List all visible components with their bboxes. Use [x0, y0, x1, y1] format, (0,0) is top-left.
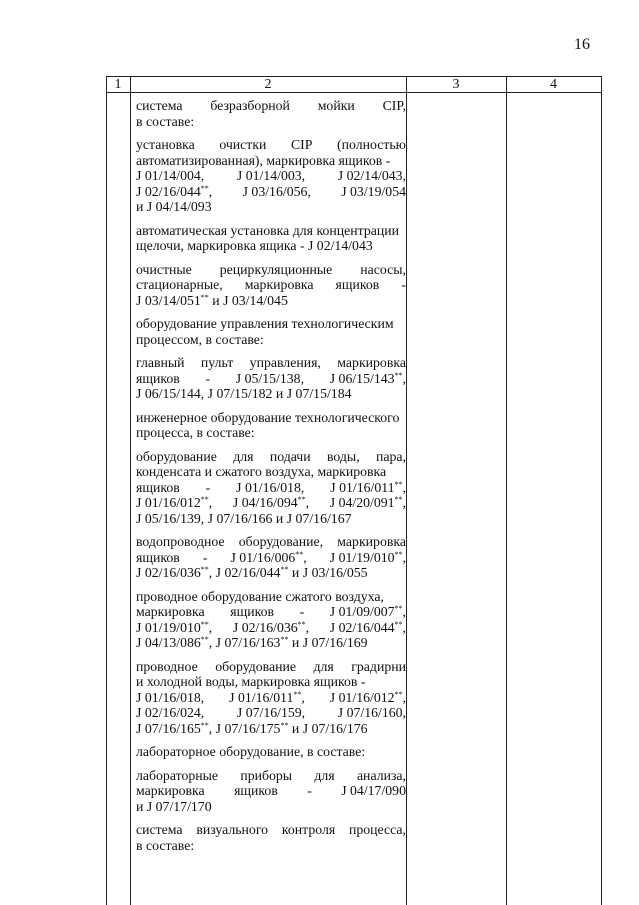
text-segment: J 02/14/043, — [337, 168, 406, 183]
text-segment: анализа, — [356, 767, 406, 783]
text-line — [136, 534, 406, 550]
text-line — [136, 449, 406, 465]
text-segment: J 01/16/011**, — [330, 479, 406, 495]
text-line: J 06/15/144, J 07/15/182 и J 07/15/184 — [136, 386, 352, 401]
text-line — [136, 184, 406, 200]
text-segment: J 01/14/003, — [236, 168, 306, 183]
text-line — [136, 620, 406, 636]
text-segment: градирни — [351, 658, 406, 674]
text-segment: маркировка — [136, 604, 205, 619]
text-segment: маркировка — [337, 355, 406, 370]
text-segment: J 01/16/018, — [236, 479, 305, 495]
text-segment: J 01/19/010**, — [329, 549, 406, 565]
text-segment: - — [202, 549, 208, 565]
text-segment: очистные — [136, 261, 192, 277]
list-item — [136, 768, 406, 815]
text-segment: J 06/15/143**, — [329, 370, 406, 386]
text-segment: J 02/16/024, — [136, 705, 205, 720]
list-item — [136, 262, 406, 309]
text-line: в составе: — [136, 837, 195, 853]
text-segment: установка — [136, 137, 195, 152]
text-line: процессом, в составе: — [136, 331, 264, 347]
text-line — [136, 659, 406, 675]
text-line: J 04/13/086**, J 07/16/163** и J 07/16/169 — [136, 635, 368, 650]
list-item — [136, 534, 406, 581]
column-header-1: 1 — [114, 77, 122, 92]
text-line: щелочи, маркировка ящика - J 02/14/043 — [136, 238, 373, 253]
text-segment: пара, — [376, 448, 406, 464]
text-segment: система — [136, 98, 183, 113]
text-line — [136, 262, 406, 278]
table-border-left — [106, 76, 107, 905]
text-segment: оборудование — [215, 658, 297, 674]
list-item — [136, 589, 406, 651]
text-segment: J 01/09/007**, — [329, 604, 406, 619]
text-line — [136, 495, 406, 511]
table-border-right — [601, 76, 602, 905]
text-line: оборудование управления технологическим — [136, 316, 394, 331]
column-divider — [130, 76, 131, 905]
list-item — [136, 98, 406, 129]
text-line: проводное оборудование сжатого воздуха, — [136, 588, 384, 604]
page-number: 16 — [574, 36, 590, 53]
text-segment: водопроводное — [136, 534, 225, 549]
column-divider — [406, 76, 407, 905]
text-segment: J 04/17/090 — [341, 783, 406, 798]
text-segment: J 01/16/018, — [136, 689, 205, 705]
text-line — [136, 480, 406, 496]
column-divider — [506, 76, 507, 905]
text-line: J 07/16/165**, J 07/16/175** и J 07/16/176 — [136, 720, 368, 736]
text-segment: процесса, — [348, 822, 406, 837]
text-segment: контроля — [281, 822, 336, 837]
column-header-4: 4 — [550, 77, 557, 92]
text-segment: J 01/16/012**, — [136, 495, 213, 510]
text-line: конденсата и сжатого воздуха, маркировка — [136, 464, 387, 479]
text-segment: для — [313, 658, 334, 674]
text-line — [136, 355, 406, 371]
text-line — [136, 371, 406, 387]
text-line: процесса, в составе: — [136, 425, 255, 440]
text-segment: CIP — [290, 137, 313, 152]
text-line — [136, 137, 406, 153]
text-segment: оборудование, — [238, 534, 324, 549]
column-header-2: 2 — [264, 77, 272, 92]
text-segment: J 07/16/159, — [236, 705, 306, 720]
text-segment: J 02/16/044**, — [136, 183, 213, 199]
text-segment: (полностью — [337, 137, 406, 152]
list-item — [136, 744, 406, 760]
text-segment: стационарные, — [136, 277, 223, 292]
text-segment: насосы, — [360, 261, 406, 277]
text-line: J 02/16/036**, J 02/16/044** и J 03/16/055 — [136, 565, 368, 580]
text-segment: очистки — [219, 137, 267, 152]
text-line — [136, 277, 406, 293]
text-segment: - — [205, 479, 211, 495]
text-segment: главный — [136, 355, 185, 370]
text-segment: - — [205, 370, 211, 386]
text-line: инженерное оборудование технологического — [136, 409, 400, 425]
text-segment: J 01/16/012**, — [329, 689, 406, 705]
text-line: автоматическая установка для концентрации — [136, 222, 399, 238]
column-header-3: 3 — [452, 77, 460, 92]
text-segment: CIP, — [382, 98, 406, 113]
list-item — [136, 822, 406, 853]
text-segment: J 03/16/056, — [242, 183, 311, 199]
text-segment: J 01/19/010**, — [136, 619, 213, 635]
document-table — [106, 76, 602, 905]
text-segment: - — [307, 783, 312, 798]
text-segment: J 05/15/138, — [235, 370, 305, 386]
text-line — [136, 168, 406, 184]
list-item — [136, 410, 406, 441]
text-line: автоматизированная), маркировка ящиков - — [136, 152, 391, 168]
text-line — [136, 768, 406, 784]
text-segment: оборудование — [136, 448, 217, 464]
text-segment: - — [299, 604, 305, 619]
list-item — [136, 355, 406, 402]
text-segment: маркировка — [136, 783, 205, 798]
text-line — [136, 822, 406, 838]
text-segment: - — [401, 277, 406, 292]
text-segment: проводное — [136, 658, 198, 674]
text-line — [136, 705, 406, 721]
text-line — [136, 690, 406, 706]
text-line: J 05/16/139, J 07/16/166 и J 07/16/167 — [136, 510, 352, 526]
text-line — [136, 783, 406, 799]
text-segment: для — [314, 767, 335, 783]
text-segment: пульт — [200, 355, 234, 370]
text-line: и J 04/14/093 — [136, 199, 212, 214]
text-segment: J 04/20/091**, — [329, 495, 406, 510]
text-segment: визуального — [196, 822, 269, 837]
text-segment: J 01/16/011**, — [229, 689, 305, 705]
text-segment: J 02/16/044**, — [329, 619, 406, 635]
list-item — [136, 449, 406, 527]
text-segment: безразборной — [210, 98, 290, 113]
text-segment: подачи — [269, 448, 311, 464]
text-segment: маркировка — [337, 534, 406, 549]
text-segment: для — [233, 448, 254, 464]
text-line: J 03/14/051** и J 03/14/045 — [136, 292, 288, 308]
text-line — [136, 98, 406, 114]
column-2-content — [136, 98, 406, 861]
list-item — [136, 659, 406, 737]
text-segment: система — [136, 822, 183, 837]
text-segment: J 04/16/094**, — [232, 495, 310, 510]
text-line — [136, 604, 406, 620]
text-segment: ящиков — [335, 277, 380, 292]
list-item — [136, 137, 406, 215]
text-line: и J 07/17/170 — [136, 798, 212, 814]
text-segment: J 01/16/006**, — [230, 549, 307, 565]
text-segment: маркировка — [244, 277, 314, 292]
text-segment: рециркуляционные — [219, 261, 333, 277]
text-line — [136, 550, 406, 566]
text-line: лабораторное оборудование, в составе: — [136, 744, 366, 759]
text-segment: ящиков — [136, 479, 180, 495]
text-segment: воды, — [326, 448, 360, 464]
text-line: и холодной воды, маркировка ящиков - — [136, 674, 366, 689]
text-segment: лабораторные — [136, 767, 219, 783]
text-segment: J 02/16/036**, — [232, 619, 310, 635]
text-segment: ящиков — [234, 783, 278, 798]
text-segment: приборы — [240, 767, 293, 783]
list-item — [136, 223, 406, 254]
text-segment: мойки — [317, 98, 355, 113]
text-segment: ящиков — [136, 370, 180, 386]
text-segment: ящиков — [136, 549, 180, 565]
text-segment: ящиков — [230, 604, 275, 619]
text-segment: J 03/19/054 — [341, 183, 406, 199]
list-item — [136, 316, 406, 347]
text-segment: J 07/16/160, — [337, 705, 406, 720]
text-segment: J 01/14/004, — [136, 168, 205, 183]
text-segment: управления, — [249, 355, 321, 370]
text-line: в составе: — [136, 113, 195, 129]
